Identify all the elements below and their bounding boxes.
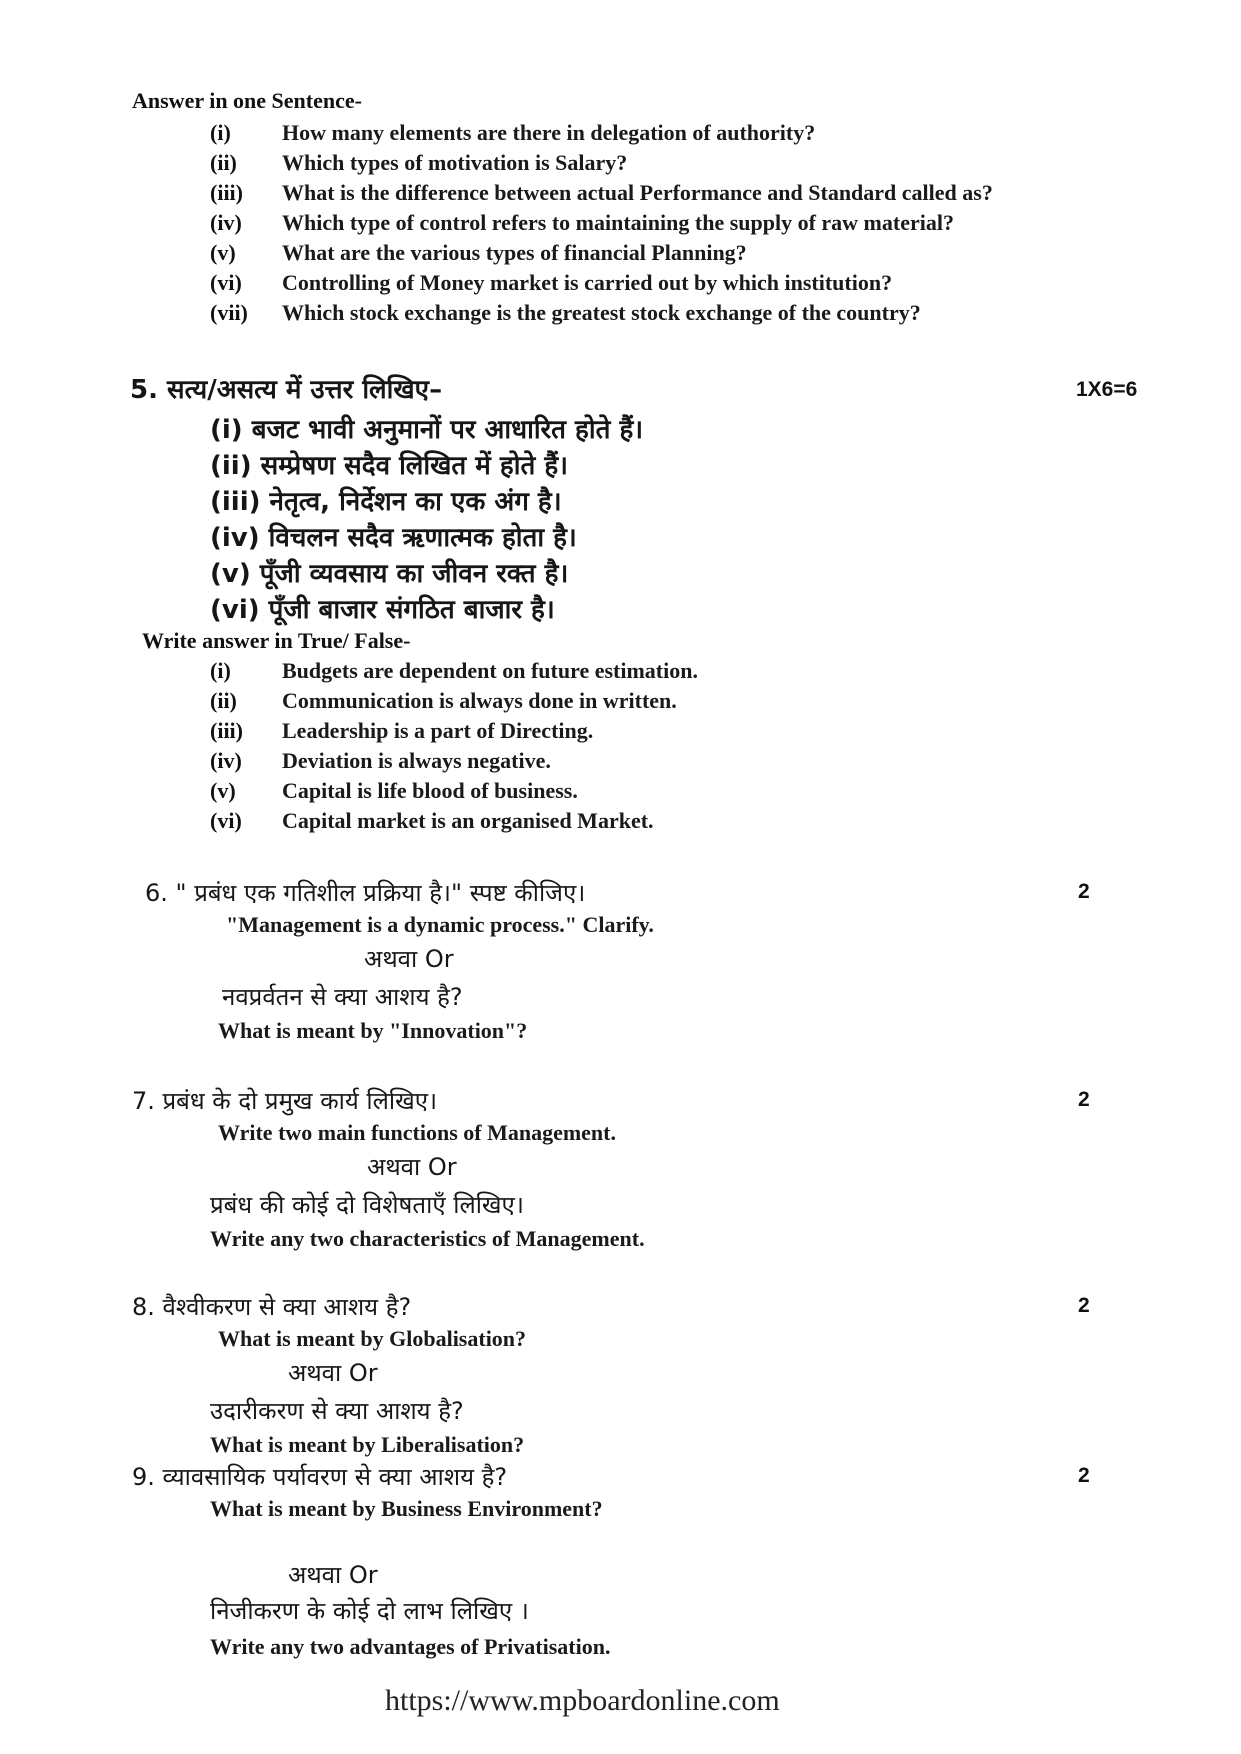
list-item [210, 270, 892, 296]
q5-item-hindi: (iii) नेतृत्व, निर्देशन का एक अंग है। [210, 487, 562, 517]
item-text: How many elements are there in delegation of authority? [282, 120, 816, 145]
q7-question-hindi: 7. प्रबंध के दो प्रमुख कार्य लिखिए। [132, 1087, 438, 1115]
q5-marks: 1X6=6 [1076, 378, 1138, 401]
q8-alt-hindi: उदारीकरण से क्या आशय है? [210, 1397, 464, 1425]
or-label: अथवा Or [367, 1153, 457, 1181]
q5-item-hindi: (ii) सम्प्रेषण सदैव लिखित में होते हैं। [210, 451, 568, 481]
list-item [210, 748, 551, 774]
item-number: (vi) [210, 808, 242, 833]
list-item [210, 718, 593, 744]
list-item [210, 688, 677, 714]
q5-heading-hindi: 5. सत्य/असत्य में उत्तर लिखिए– [130, 375, 443, 405]
section-heading-one-sentence: Answer in one Sentence- [132, 88, 362, 113]
list-item [210, 240, 747, 266]
item-number: (v) [210, 240, 236, 265]
item-text: Controlling of Money market is carried out by which institution? [282, 270, 893, 295]
q7-question-english: Write two main functions of Management. [218, 1120, 616, 1145]
item-text: Communication is always done in written. [282, 688, 677, 713]
item-number: (vii) [210, 300, 248, 325]
item-text: What are the various types of financial Planning? [282, 240, 747, 265]
q5-item-hindi: (vi) पूँजी बाजार संगठित बाजार है। [210, 595, 555, 625]
q8-marks: 2 [1078, 1294, 1090, 1317]
q6-marks: 2 [1078, 880, 1090, 903]
list-item [210, 150, 627, 176]
q8-question-hindi: 8. वैश्वीकरण से क्या आशय है? [132, 1293, 412, 1321]
q5-item-hindi: (i) बजट भावी अनुमानों पर आधारित होते हैं। [210, 415, 644, 445]
q7-marks: 2 [1078, 1088, 1090, 1111]
q9-question-english: What is meant by Business Environment? [210, 1496, 603, 1521]
q9-alt-hindi: निजीकरण के कोई दो लाभ लिखिए । [210, 1597, 529, 1625]
item-number: (ii) [210, 150, 237, 175]
or-label: अथवा Or [288, 1359, 378, 1387]
item-number: (i) [210, 120, 231, 145]
item-text: Leadership is a part of Directing. [282, 718, 594, 743]
q6-question-hindi: 6. " प्रबंध एक गतिशील प्रक्रिया है।" स्पष्ट कीजिए। [145, 879, 586, 907]
item-number: (iii) [210, 718, 243, 743]
item-number: (vi) [210, 270, 242, 295]
item-text: What is the difference between actual Performance and Standard called as? [282, 180, 993, 205]
q6-alt-hindi: नवप्रर्वतन से क्या आशय है? [222, 983, 463, 1011]
list-item [210, 300, 921, 326]
item-number: (iv) [210, 210, 242, 235]
item-text: Capital is life blood of business. [282, 778, 578, 803]
item-text: Capital market is an organised Market. [282, 808, 654, 833]
q7-alt-hindi: प्रबंध की कोई दो विशेषताएँ लिखिए। [210, 1191, 524, 1219]
item-text: Deviation is always negative. [282, 748, 551, 773]
or-label: अथवा Or [364, 945, 454, 973]
list-item [210, 778, 578, 804]
item-number: (i) [210, 658, 231, 683]
item-number: (iii) [210, 180, 243, 205]
item-text: Budgets are dependent on future estimation. [282, 658, 698, 683]
item-number: (v) [210, 778, 236, 803]
q9-alt-english: Write any two advantages of Privatisation. [210, 1634, 611, 1659]
q6-alt-english: What is meant by "Innovation"? [218, 1018, 528, 1043]
q9-question-hindi: 9. व्यावसायिक पर्यावरण से क्या आशय है? [132, 1463, 508, 1491]
list-item [210, 658, 698, 684]
item-number: (iv) [210, 748, 242, 773]
list-item [210, 210, 954, 236]
list-item [210, 808, 654, 834]
q7-alt-english: Write any two characteristics of Management. [210, 1226, 645, 1251]
item-number: (ii) [210, 688, 237, 713]
q6-question-english: "Management is a dynamic process." Clarify. [226, 912, 654, 937]
or-label: अथवा Or [288, 1561, 378, 1589]
q5-item-hindi: (iv) विचलन सदैव ऋणात्मक होता है। [210, 523, 577, 553]
q5-item-hindi: (v) पूँजी व्यवसाय का जीवन रक्त है। [210, 559, 569, 589]
list-item [210, 120, 815, 146]
item-text: Which types of motivation is Salary? [282, 150, 628, 175]
q8-question-english: What is meant by Globalisation? [218, 1326, 527, 1351]
item-text: Which type of control refers to maintaining the supply of raw material? [282, 210, 954, 235]
q5-heading-english: Write answer in True/ False- [142, 628, 411, 653]
q8-alt-english: What is meant by Liberalisation? [210, 1432, 525, 1457]
footer-url[interactable]: https://www.mpboardonline.com [385, 1684, 780, 1717]
list-item [210, 180, 993, 206]
q9-marks: 2 [1078, 1464, 1090, 1487]
item-text: Which stock exchange is the greatest stock exchange of the country? [282, 300, 921, 325]
